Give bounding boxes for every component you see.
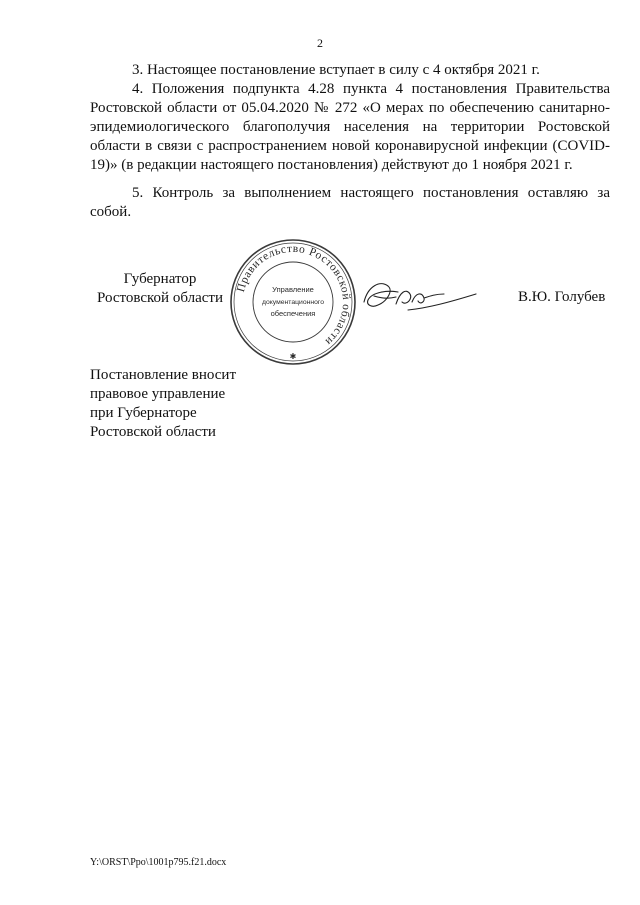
paragraph-text: 4. Положения подпункта 4.28 пункта 4 постановления Правительства Ростовской области от 05.04.2020 № 272 «О мерах по обеспечению санитарно-эпидемиологического благополучия населения на территории Ростовской области в связи с распространением новой коронавирусной инфекции (COVID-19)» (в редакции настоящего постановления) действуют до 1 ноября 2021 г. (90, 81, 610, 173)
paragraph-control (90, 184, 610, 222)
seal-ring-text: Правительство Ростовской области (235, 242, 353, 348)
handwritten-signature (358, 272, 488, 320)
seal-center-line: обеспечения (270, 309, 316, 318)
paragraph-text: 3. Настоящее постановление вступает в силу с 4 октября 2021 г. (132, 62, 540, 78)
paragraph-text: 5. Контроль за выполнением настоящего постановления оставляю за собой. (90, 185, 610, 220)
author-note-line: Ростовской области (90, 424, 216, 440)
author-note-line: правовое управление (90, 386, 226, 402)
paragraph-effective-date (90, 61, 610, 80)
author-note-line: при Губернаторе (90, 405, 197, 421)
seal-star-icon: ✱ (289, 352, 297, 361)
author-note-line: Постановление вносит (90, 367, 237, 383)
governor-title-line: Ростовской области (97, 290, 223, 306)
seal-center-line: документационного (261, 299, 325, 306)
governor-name: В.Ю. Голубев (518, 289, 606, 305)
official-seal (228, 237, 358, 367)
paragraph-provisions (90, 80, 610, 175)
seal-center-line: Управление (272, 285, 314, 294)
page-number: 2 (317, 36, 323, 50)
author-note (90, 366, 236, 442)
file-path: Y:\ORST\Ppo\1001p795.f21.docx (90, 857, 227, 868)
governor-title-line: Губернатор (123, 271, 197, 287)
governor-title (90, 270, 230, 308)
